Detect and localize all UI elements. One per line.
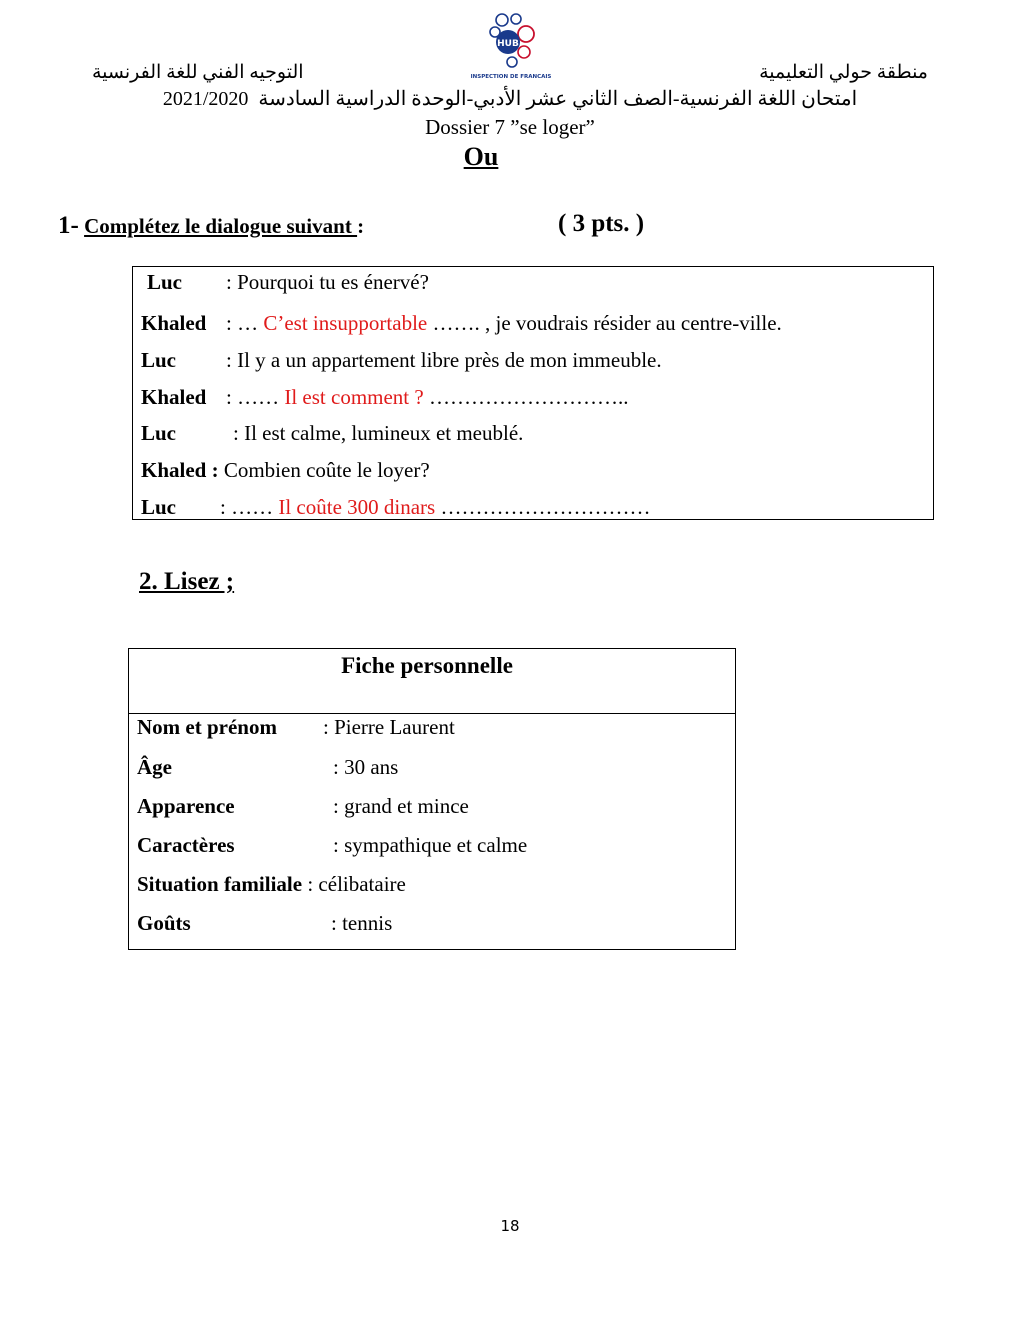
line-post: ………………………… — [435, 495, 651, 519]
exam-year: 2021/2020 — [162, 88, 249, 110]
speaker: Khaled : — [141, 458, 219, 482]
dialogue-line — [141, 421, 523, 446]
fiche-personnelle — [128, 648, 736, 950]
ou-title: Ou — [463, 142, 499, 171]
line-post: ……. , je voudrais résider au centre-ville. — [427, 311, 782, 335]
speaker: Khaled — [141, 385, 207, 409]
question-1-points: ( 3 pts. ) — [558, 210, 645, 237]
dialogue-line — [147, 270, 429, 295]
line-text: Combien coûte le loyer? — [218, 458, 430, 482]
fiche-value: : 30 ans — [333, 755, 399, 779]
header-right-arabic: منطقة حولي التعليمية — [759, 62, 928, 83]
logo-text: HUB — [497, 39, 519, 49]
logo-caption: INSPECTION DE FRANCAIS — [470, 74, 552, 80]
dialogue-line — [141, 458, 430, 483]
page-number: 18 — [500, 1217, 520, 1235]
exam-title-line — [0, 86, 1020, 111]
fiche-row — [137, 872, 406, 897]
line-pre: : …… — [220, 495, 279, 519]
fiche-label: Goûts — [137, 911, 191, 935]
fiche-row — [137, 833, 527, 858]
dialogue-line — [141, 348, 662, 373]
fiche-label: Nom et prénom — [137, 715, 277, 739]
dialogue-line — [141, 385, 628, 410]
speaker: Luc — [141, 421, 177, 445]
fiche-value: : Pierre Laurent — [323, 715, 455, 739]
speaker: Luc — [141, 495, 177, 519]
line-text: : Il y a un appartement libre près de mon immeuble. — [226, 348, 662, 372]
fiche-divider — [129, 713, 735, 714]
fiche-label: Caractères — [137, 833, 235, 857]
line-pre: : … — [226, 311, 264, 335]
speaker: Luc — [147, 270, 183, 294]
line-post: ……………………….. — [423, 385, 629, 409]
answer-text: Il est comment ? — [284, 385, 424, 409]
fiche-value: : célibataire — [302, 872, 406, 896]
question-1-instruction: Complétez le dialogue suivant — [84, 214, 358, 238]
line-pre: : …… — [226, 385, 285, 409]
line-text: : Pourquoi tu es énervé? — [226, 270, 429, 294]
answer-text: C’est insupportable — [263, 311, 428, 335]
header-left-arabic: التوجيه الفني للغة الفرنسية — [92, 62, 304, 83]
line-text: : Il est calme, lumineux et meublé. — [233, 421, 524, 445]
question-1-colon: : — [357, 214, 365, 238]
fiche-value: : sympathique et calme — [333, 833, 528, 857]
speaker: Luc — [141, 348, 177, 372]
answer-text: Il coûte 300 dinars — [278, 495, 436, 519]
fiche-label: Âge — [137, 755, 172, 779]
fiche-title: Fiche personnelle — [341, 653, 513, 678]
speaker: Khaled — [141, 311, 207, 335]
fiche-label: Apparence — [137, 794, 235, 818]
fiche-row — [137, 911, 392, 936]
exam-title-arabic: امتحان اللغة الفرنسية-الصف الثاني عشر الأدبي-الوحدة الدراسية السادسة — [258, 88, 858, 110]
fiche-row — [137, 794, 469, 819]
dialogue-box — [132, 266, 934, 520]
fiche-label: Situation familiale — [137, 872, 303, 896]
dossier-title: Dossier 7 ”se loger” — [425, 115, 595, 139]
fiche-row — [137, 715, 455, 740]
question-1-heading — [58, 212, 364, 240]
fiche-row — [137, 755, 398, 780]
dialogue-line — [141, 311, 782, 336]
dialogue-line — [141, 495, 650, 520]
fiche-value: : tennis — [331, 911, 393, 935]
question-1-number: 1- — [58, 212, 79, 239]
question-2-heading: 2. Lisez ; — [139, 568, 235, 595]
fiche-value: : grand et mince — [333, 794, 469, 818]
inspection-logo — [468, 12, 554, 82]
